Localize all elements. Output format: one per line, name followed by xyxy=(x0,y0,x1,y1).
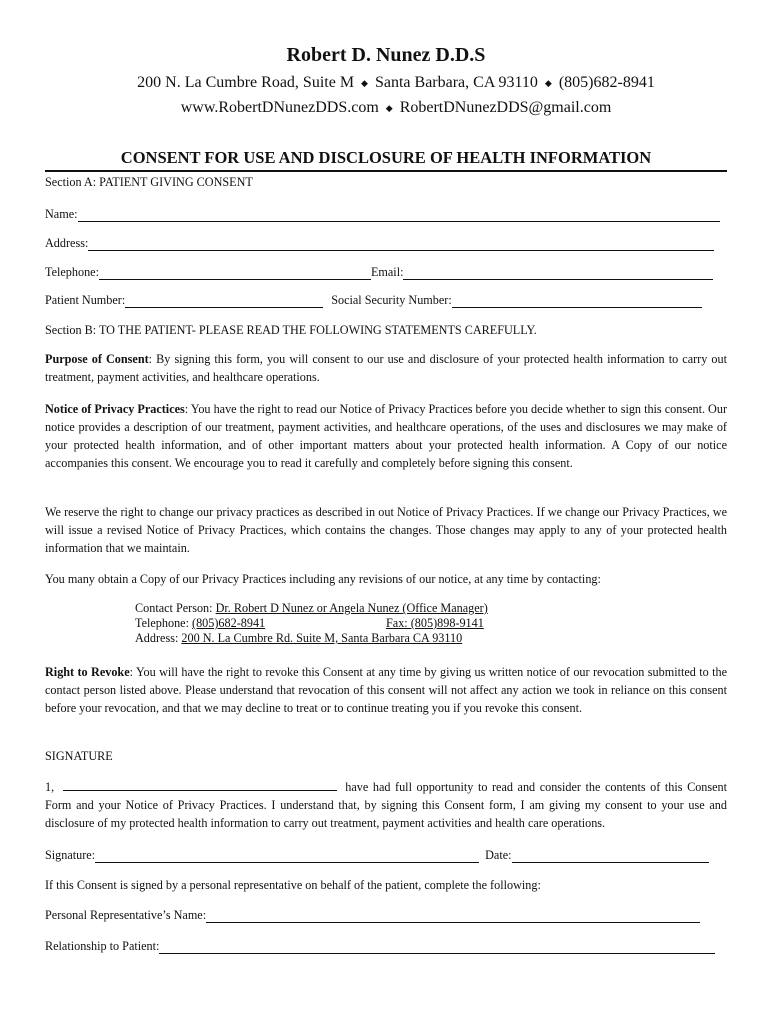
acknowledgement-paragraph xyxy=(45,778,727,832)
contact-address-value: 200 N. La Cumbre Rd. Suite M, Santa Barbara CA 93110 xyxy=(181,631,463,645)
purpose-title: Purpose of Consent xyxy=(45,352,149,366)
representative-name-label: Personal Representative’s Name: xyxy=(45,908,207,922)
ssn-field[interactable] xyxy=(452,294,702,308)
patient-number-label: Patient Number: xyxy=(45,293,126,307)
revoke-title: Right to Revoke xyxy=(45,665,130,679)
signature-label: Signature: xyxy=(45,848,96,862)
clinic-web-line xyxy=(55,99,737,117)
diamond-bullet-icon: ◆ xyxy=(361,77,368,88)
relationship-label: Relationship to Patient: xyxy=(45,939,160,953)
address-field-row xyxy=(45,233,727,251)
diamond-bullet-icon: ◆ xyxy=(385,102,393,113)
contact-person-line xyxy=(135,601,488,616)
relationship-field[interactable] xyxy=(159,940,715,954)
date-label: Date: xyxy=(485,848,512,862)
name-label: Name: xyxy=(45,207,78,221)
contact-person-label: Contact Person: xyxy=(135,601,216,615)
clinic-address-line xyxy=(55,74,737,92)
telephone-label: Telephone: xyxy=(45,265,99,279)
notice-title: Notice of Privacy Practices xyxy=(45,402,185,416)
contact-address-line xyxy=(135,631,462,646)
clinic-name: Robert D. Nunez D.D.S xyxy=(286,44,486,66)
clinic-website: www.RobertDNunezDDS.com xyxy=(180,99,379,116)
notice-paragraph xyxy=(45,400,727,472)
section-b-heading: Section B: TO THE PATIENT- PLEASE READ THE FOLLOWING STATEMENTS CAREFULLY. xyxy=(45,323,537,337)
acknowledgement-text: have had full opportunity to read and consider the contents of this Consent Form and your Notice of Privacy Practices. I understand that, by signing this Consent form, I am giving my consent to your use and disclosure of my protected health information to carry out treatment, payment activities and health care operations. xyxy=(45,780,728,830)
patient-number-field[interactable] xyxy=(125,294,323,308)
revoke-paragraph xyxy=(45,663,727,717)
acknowledgement-prefix: 1, xyxy=(45,780,55,794)
contact-telephone-value: (805)682-8941 xyxy=(192,616,266,630)
representative-intro: If this Consent is signed by a personal representative on behalf of the patient, complete the following: xyxy=(45,878,541,892)
name-field[interactable] xyxy=(78,208,720,222)
representative-name-row xyxy=(45,905,727,923)
section-a-heading: Section A: PATIENT GIVING CONSENT xyxy=(45,175,253,189)
ssn-label: Social Security Number: xyxy=(331,293,452,307)
contact-telephone-line xyxy=(135,616,484,631)
telephone-field[interactable] xyxy=(99,266,371,280)
contact-fax-value: Fax: (805)898-9141 xyxy=(386,616,484,630)
email-label: Email: xyxy=(370,265,404,279)
email-field[interactable] xyxy=(403,266,713,280)
revoke-text: : You will have the right to revoke this Consent at any time by giving us written notice of our revocation submitted to the contact person listed above. Please understand that revocation of this consent will not affect any action we took in reliance on this consent before your revocation, and that we may decline to treat or to continue treating you if you revoke this consent. xyxy=(45,665,727,715)
reserve-paragraph: We reserve the right to change our privacy practices as described in out Notice of Privacy Practices. If we change our Privacy Practices, we will issue a revised Notice of Privacy Practices, which contains the changes. Those changes may apply to any of your protected health information that we maintain. xyxy=(45,505,727,555)
address-label: Address: xyxy=(45,236,89,250)
name-field-row xyxy=(45,204,727,222)
signature-field[interactable] xyxy=(95,849,479,863)
clinic-phone: (805)682-8941 xyxy=(558,74,655,91)
purpose-text: : By signing this form, you will consent to our use and disclosure of your protected health information to carry out treatment, payment activities, and healthcare operations. xyxy=(45,352,727,384)
contact-address-label: Address: xyxy=(135,631,182,645)
acknowledgement-name-field[interactable] xyxy=(63,778,337,791)
clinic-street-address: 200 N. La Cumbre Road, Suite M xyxy=(137,74,355,91)
date-field[interactable] xyxy=(512,849,709,863)
contact-telephone-label: Telephone: xyxy=(135,616,193,630)
form-title: CONSENT FOR USE AND DISCLOSURE OF HEALTH INFORMATION xyxy=(120,148,652,167)
relationship-row xyxy=(45,936,727,954)
clinic-email: RobertDNunezDDS@gmail.com xyxy=(399,99,612,116)
clinic-city: Santa Barbara, CA 93110 xyxy=(374,74,538,91)
notice-text: : You have the right to read our Notice of Privacy Practices before you decide whether to sign this consent. Our notice provides a description of our treatment, payment activities, and healthcare operations, of the uses and disclosures we may make of your protected health information, and of other important matters about your protected health information. A Copy of our notice accompanies this consent. We encourage you to read it carefully and completely before signing this consent. xyxy=(45,402,728,470)
signature-heading: SIGNATURE xyxy=(45,749,113,763)
title-divider xyxy=(45,170,727,172)
obtain-paragraph: You many obtain a Copy of our Privacy Practices including any revisions of our notice, at any time by contacting: xyxy=(45,572,601,586)
telephone-email-row xyxy=(45,262,727,280)
signature-date-row xyxy=(45,845,727,863)
address-field[interactable] xyxy=(88,237,714,251)
patient-number-ssn-row xyxy=(45,290,727,308)
diamond-bullet-icon: ◆ xyxy=(544,77,552,88)
representative-name-field[interactable] xyxy=(206,909,700,923)
purpose-paragraph xyxy=(45,350,727,386)
contact-person-value: Dr. Robert D Nunez or Angela Nunez (Office Manager) xyxy=(215,601,488,615)
